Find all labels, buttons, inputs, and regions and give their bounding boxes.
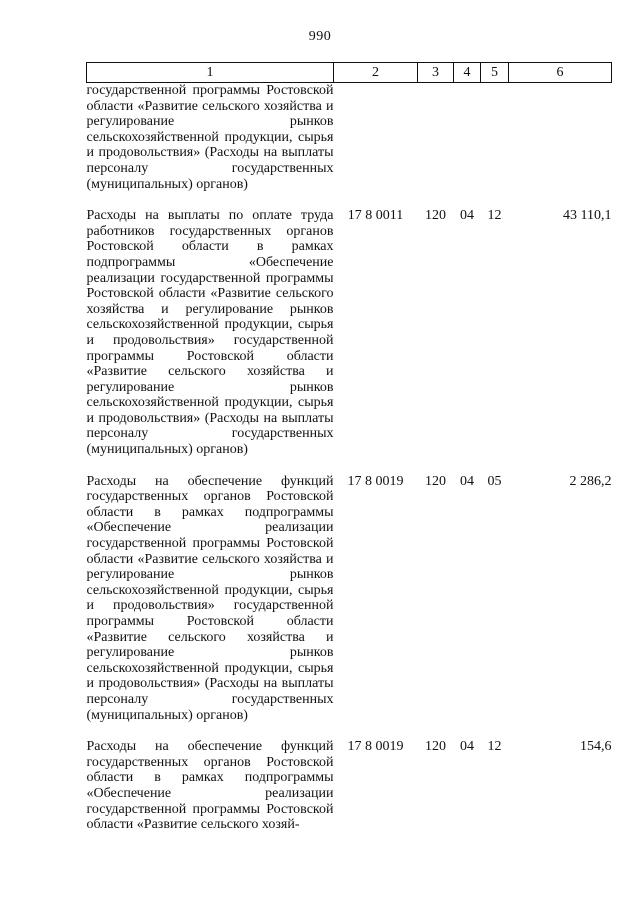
row-spacer (87, 192, 612, 208)
page-number: 990 (308, 29, 332, 44)
header-col-1: 1 (87, 63, 334, 83)
row-pr: 12 (487, 739, 502, 755)
header-col-6: 6 (509, 63, 612, 83)
row-code (334, 83, 418, 193)
header-col-5: 5 (481, 63, 509, 83)
table-row (87, 474, 612, 724)
header-row (87, 63, 612, 83)
row-description: Расходы на обеспечение функций государственных органов Ростовской области в рамках подпрограммы «Обеспечение реализации государственной программы Ростовской области «Развитие сельского хозяй- (86, 739, 334, 833)
table-body (87, 83, 612, 833)
row-code: 17 8 0019 (347, 739, 404, 755)
row-kvr: 120 (425, 473, 446, 489)
table-row (87, 83, 612, 193)
row-amount (509, 83, 612, 193)
row-kvr: 120 (425, 739, 446, 755)
row-rz: 04 (460, 473, 474, 489)
table-row (87, 208, 612, 458)
header-col-3: 3 (418, 63, 454, 83)
row-code: 17 8 0011 (347, 208, 404, 224)
row-rz (454, 83, 481, 193)
row-spacer (87, 723, 612, 739)
row-amount: 2 286,2 (569, 473, 612, 489)
row-rz: 04 (460, 739, 474, 755)
row-kvr (418, 83, 454, 193)
row-pr: 12 (487, 208, 502, 224)
row-pr (481, 83, 509, 193)
row-description: Расходы на выплаты по оплате труда работников государственных органов Ростовской области в рамках подпрограммы «Обеспечение реализации государственной программы Ростовской области «Развитие сельского хозяйства и регулирование рынков сельскохозяйственной продукции, сырья и продовольствия» государственной программы Ростовской области «Развитие сельского хозяйства и регулирование рынков сельскохозяйственной продукции, сырья и продовольствия» (Расходы на выплаты персоналу государственных (муниципальных) органов) (86, 208, 334, 458)
row-description: государственной программы Ростовской области «Развитие сельского хозяйства и регулирование рынков сельскохозяйственной продукции, сырья и продовольствия» (Расходы на выплаты персоналу государственных (муниципальных) органов) (86, 83, 334, 192)
row-amount: 43 110,1 (563, 208, 612, 224)
budget-table (86, 62, 612, 833)
row-amount: 154,6 (580, 739, 612, 755)
row-rz: 04 (460, 208, 474, 224)
table-header (87, 63, 612, 83)
row-code: 17 8 0019 (347, 473, 404, 489)
row-pr: 05 (487, 473, 502, 489)
header-col-4: 4 (454, 63, 481, 83)
row-spacer (87, 458, 612, 474)
row-kvr: 120 (425, 208, 446, 224)
row-description: Расходы на обеспечение функций государственных органов Ростовской области в рамках подпрограммы «Обеспечение реализации государственной программы Ростовской области «Развитие сельского хозяйства и регулирование рынков сельскохозяйственной продукции, сырья и продовольствия» государственной программы Ростовской области «Развитие сельского хозяйства и регулирование рынков сельскохозяйственной продукции, сырья и продовольствия» (Расходы на выплаты персоналу государственных (муниципальных) органов) (86, 473, 334, 723)
header-col-2: 2 (334, 63, 418, 83)
table-row (87, 739, 612, 833)
